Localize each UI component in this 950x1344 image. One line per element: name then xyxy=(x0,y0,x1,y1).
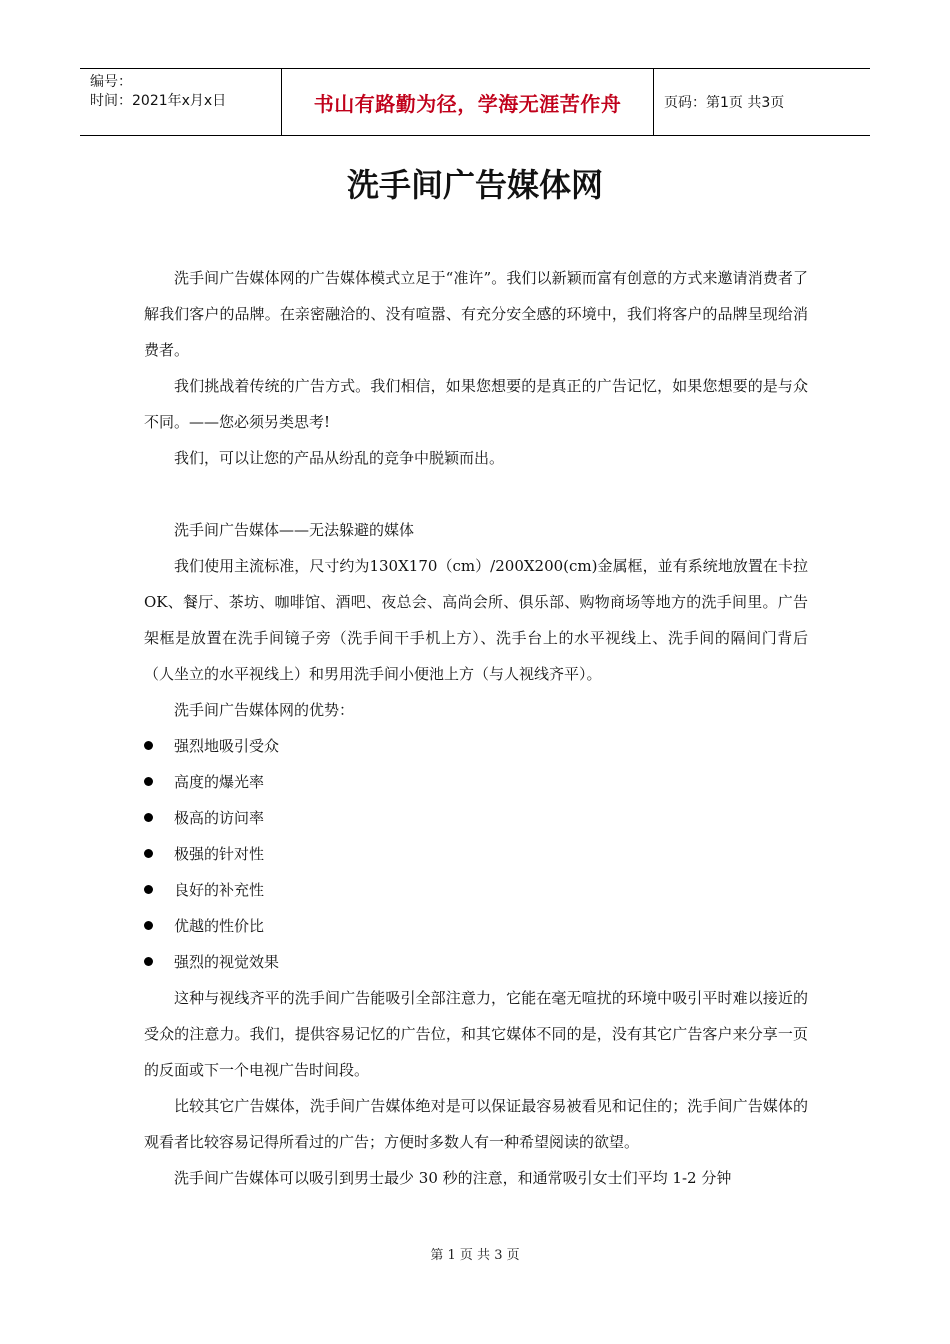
paragraph: 洗手间广告媒体网的优势： xyxy=(174,701,355,719)
bullet-icon xyxy=(144,813,153,822)
paragraph: 比较其它广告媒体，洗手间广告媒体绝对是可以保证最容易被看见和记住的；洗手间广告媒体的观看者比较容易记得所看过的广告；方便时多数人有一种希望阅读的欲望。 xyxy=(144,1097,808,1151)
bullet-icon xyxy=(144,741,153,750)
document-header xyxy=(80,68,870,136)
list-item xyxy=(144,908,808,944)
paragraph: 我们挑战着传统的广告方式。我们相信，如果您想要的是真正的广告记忆，如果您想要的是与众不同。——您必须另类思考! xyxy=(144,377,808,431)
list-item-text: 强烈的视觉效果 xyxy=(174,953,280,971)
paragraph: 我们使用主流标准，尺寸约为130X170（cm）/200X200(cm)金属框，並有系统地放置在卡拉OK、餐厅、茶坊、咖啡馆、酒吧、夜总会、高尚会所、俱乐部、购物商场等地方的洗手间里。广告架框是放置在洗手间镜子旁（洗手间干手机上方）、洗手台上的水平视线上、洗手间的隔间门背后（人坐立的水平视线上）和男用洗手间小便池上方（与人视线齐平）。 xyxy=(144,557,808,683)
bullet-icon xyxy=(144,849,153,858)
paragraph: 我们，可以让您的产品从纷乱的竞争中脱颖而出。 xyxy=(174,449,505,467)
header-page-info: 页码：第1页 共3页 xyxy=(664,95,785,111)
bullet-icon xyxy=(144,885,153,894)
header-code-label: 编号： xyxy=(90,74,132,90)
list-item xyxy=(144,728,808,764)
list-item xyxy=(144,800,808,836)
paragraph: 这种与视线齐平的洗手间广告能吸引全部注意力，它能在毫无喧扰的环境中吸引平时难以接近的受众的注意力。我们，提供容易记忆的广告位，和其它媒体不同的是，没有其它广告客户来分享一页的反面或下一个电视广告时间段。 xyxy=(144,989,808,1079)
list-item-text: 优越的性价比 xyxy=(174,917,265,935)
page-title: 洗手间广告媒体网 xyxy=(346,166,603,204)
document-body xyxy=(144,260,808,1196)
list-item-text: 极强的针对性 xyxy=(174,845,265,863)
advantages-list xyxy=(144,728,808,980)
paragraph: 洗手间广告媒体网的广告媒体模式立足于“准许”。我们以新颖而富有创意的方式来邀请消费者了解我们客户的品牌。在亲密融洽的、没有喧嚣、有充分安全感的环境中，我们将客户的品牌呈现给消费者。 xyxy=(144,269,808,359)
list-item-text: 强烈地吸引受众 xyxy=(174,737,280,755)
header-meta-cell xyxy=(80,69,282,135)
bullet-icon xyxy=(144,957,153,966)
section-heading: 洗手间广告媒体——无法躲避的媒体 xyxy=(174,521,415,539)
list-item xyxy=(144,764,808,800)
list-item-text: 高度的爆光率 xyxy=(174,773,265,791)
header-date: 时间：2021年x月x日 xyxy=(90,93,227,109)
blank-line xyxy=(144,476,808,512)
list-item xyxy=(144,872,808,908)
paragraph: 洗手间广告媒体可以吸引到男士最少 30 秒的注意，和通常吸引女士们平均 1-2 分钟 xyxy=(174,1169,732,1187)
bullet-icon xyxy=(144,921,153,930)
list-item xyxy=(144,836,808,872)
header-motto: 书山有路勤为径，学海无涯苦作舟 xyxy=(282,69,654,135)
list-item xyxy=(144,944,808,980)
list-item-text: 极高的访问率 xyxy=(174,809,265,827)
list-item-text: 良好的补充性 xyxy=(174,881,265,899)
bullet-icon xyxy=(144,777,153,786)
page-footer: 第 1 页 共 3 页 xyxy=(430,1248,520,1263)
